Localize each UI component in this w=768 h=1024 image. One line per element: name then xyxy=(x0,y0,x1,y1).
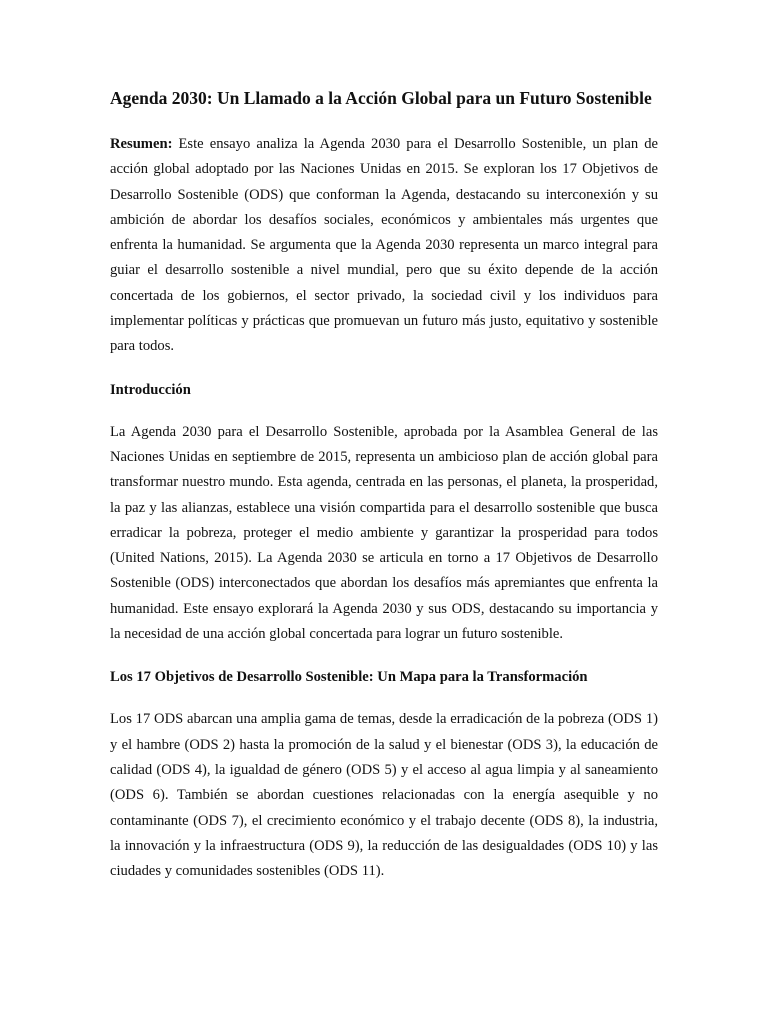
abstract-paragraph xyxy=(110,132,658,360)
introduction-paragraph: La Agenda 2030 para el Desarrollo Sostenible, aprobada por la Asamblea General de las Naciones Unidas en septiembre de 2015, representa un ambicioso plan de acción global para transformar nuestro mundo. Esta agenda, centrada en las personas, el planeta, la prosperidad, la paz y las alianzas, establece una visión compartida para el desarrollo sostenible que busca erradicar la pobreza, proteger el medio ambiente y garantizar la prosperidad para todos (United Nations, 2015). La Agenda 2030 se articula en torno a 17 Objetivos de Desarrollo Sostenible (ODS) interconectados que abordan los desafíos más apremiantes que enfrenta la humanidad. Este ensayo explorará la Agenda 2030 y sus ODS, destacando su importancia y la necesidad de una acción global concertada para lograr un futuro sostenible. xyxy=(110,423,658,643)
section-heading-ods: Los 17 Objetivos de Desarrollo Sostenible: Un Mapa para la Transformación xyxy=(110,669,588,686)
document-page xyxy=(110,84,658,902)
abstract-text: Este ensayo analiza la Agenda 2030 para el Desarrollo Sostenible, un plan de acción global adoptado por las Naciones Unidas en 2015. Se exploran los 17 Objetivos de Desarrollo Sostenible (ODS) que conforman la Agenda, destacando su interconexión y su ambición de abordar los desafíos sociales, económicos y ambientales más urgentes que enfrenta la humanidad. Se argumenta que la Agenda 2030 representa un marco integral para guiar el desarrollo sostenible a nivel mundial, pero que su éxito depende de la acción concertada de los gobiernos, el sector privado, la sociedad civil y los individuos para implementar políticas y prácticas que promuevan un futuro más justo, equitativo y sostenible para todos. xyxy=(110,136,658,355)
document-title: Agenda 2030: Un Llamado a la Acción Global para un Futuro Sostenible xyxy=(110,88,652,108)
section-heading-introduction: Introducción xyxy=(110,381,191,398)
abstract-label: Resumen: xyxy=(110,136,173,152)
ods-paragraph: Los 17 ODS abarcan una amplia gama de temas, desde la erradicación de la pobreza (ODS 1) y el hambre (ODS 2) hasta la promoción de la salud y el bienestar (ODS 3), la educación de calidad (ODS 4), la igualdad de género (ODS 5) y el acceso al agua limpia y al saneamiento (ODS 6). También se abordan cuestiones relacionadas con la energía asequible y no contaminante (ODS 7), el crecimiento económico y el trabajo decente (ODS 8), la industria, la innovación y la infraestructura (ODS 9), la reducción de las desigualdades (ODS 10) y las ciudades y comunidades sostenibles (ODS 11). xyxy=(110,711,658,880)
